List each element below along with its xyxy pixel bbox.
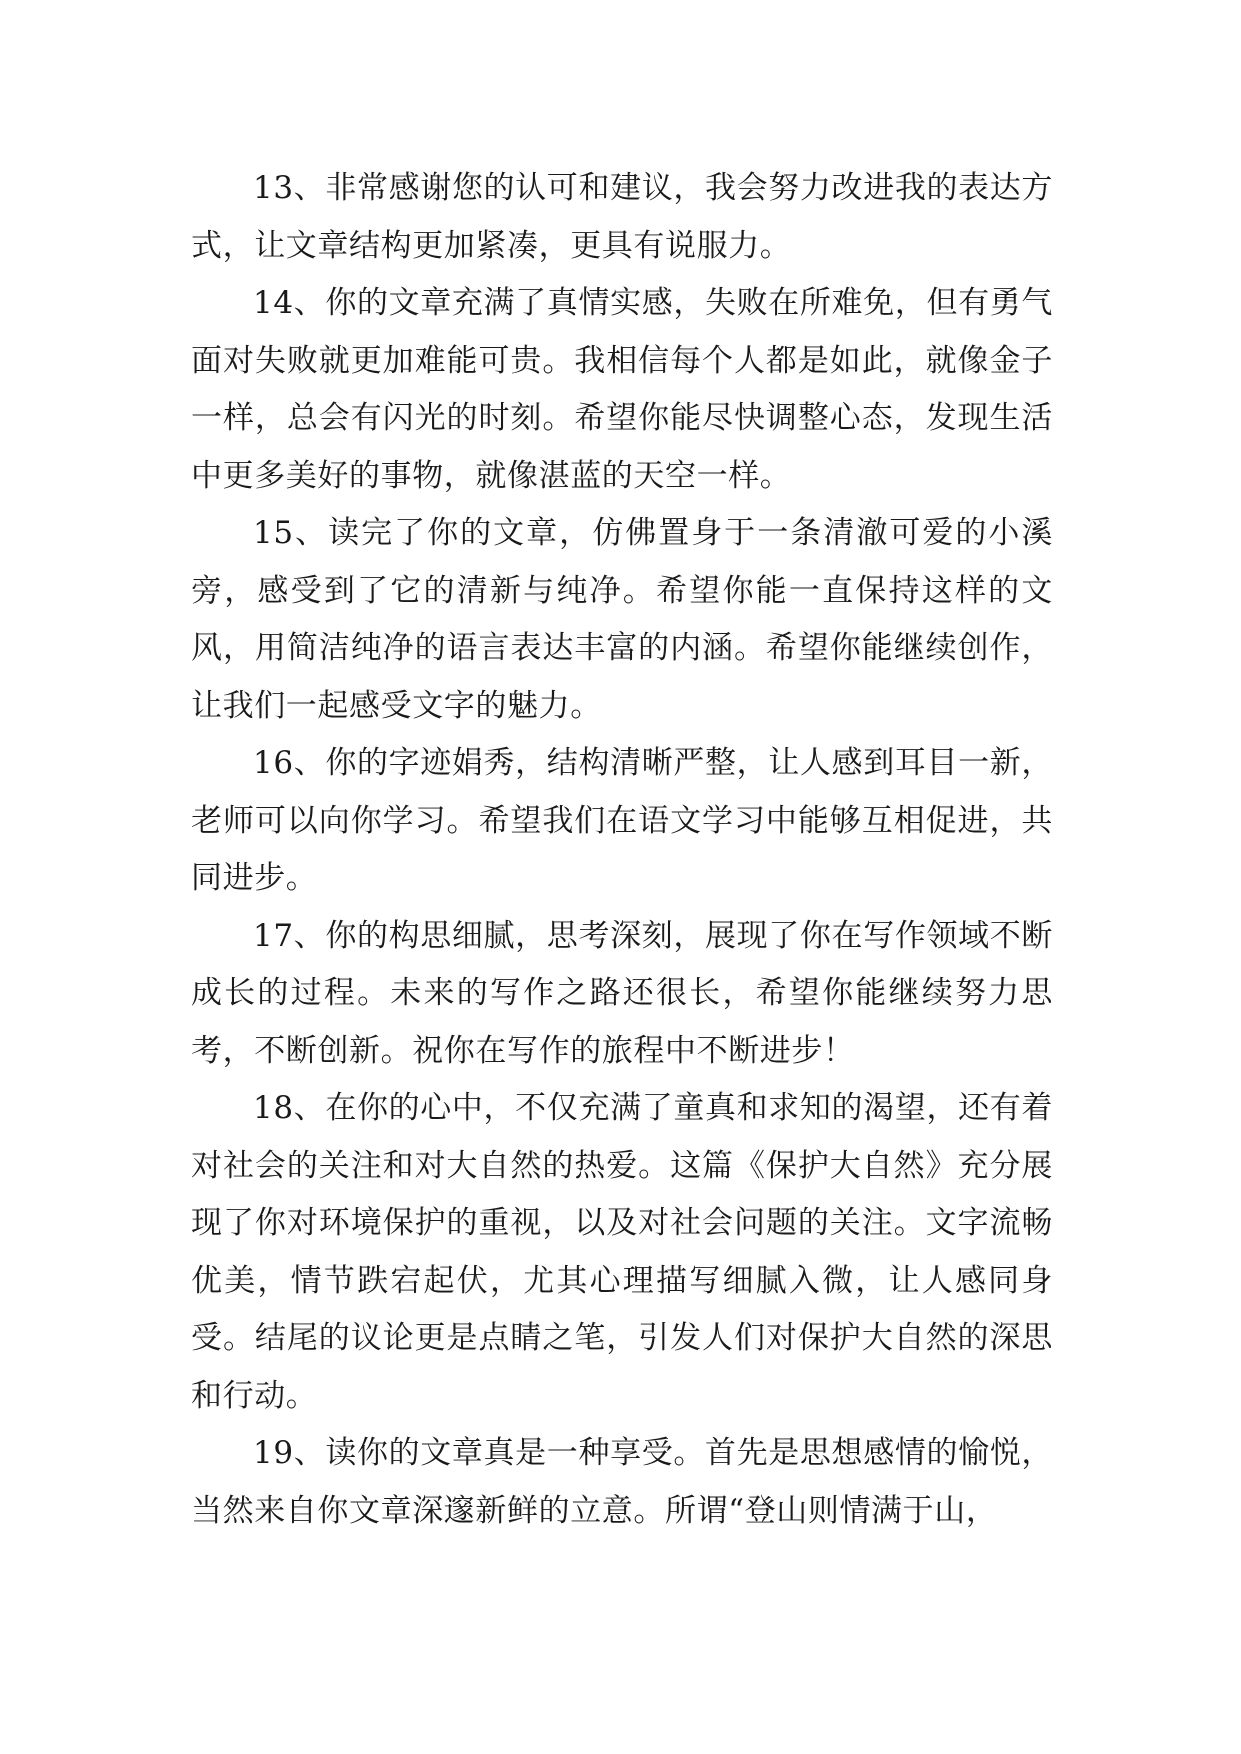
comment-paragraph-19: 19、读你的文章真是一种享受。首先是思想感情的愉悦，当然来自你文章深邃新鲜的立意。所谓“登山则情满于山， xyxy=(191,1435,1053,1529)
comment-paragraph-16: 16、你的字迹娟秀，结构清晰严整，让人感到耳目一新，老师可以向你学习。希望我们在语文学习中能够互相促进，共同进步。 xyxy=(191,745,1053,896)
comment-paragraph-18: 18、在你的心中，不仅充满了童真和求知的渴望，还有着对社会的关注和对大自然的热爱。这篇《保护大自然》充分展现了你对环境保护的重视，以及对社会问题的关注。文字流畅优美，情节跌宕起伏，尤其心理描写细腻入微，让人感同身受。结尾的议论更是点睛之笔，引发人们对保护大自然的深思和行动。 xyxy=(191,1090,1053,1414)
comment-paragraph-13: 13、非常感谢您的认可和建议，我会努力改进我的表达方式，让文章结构更加紧凑，更具有说服力。 xyxy=(191,170,1053,264)
comment-paragraph-15: 15、读完了你的文章，仿佛置身于一条清澈可爱的小溪旁，感受到了它的清新与纯净。希望你能一直保持这样的文风，用简洁纯净的语言表达丰富的内涵。希望你能继续创作，让我们一起感受文字的魅力。 xyxy=(191,515,1053,724)
document-body xyxy=(191,160,1053,1540)
comment-paragraph-14: 14、你的文章充满了真情实感，失败在所难免，但有勇气面对失败就更加难能可贵。我相信每个人都是如此，就像金子一样，总会有闪光的时刻。希望你能尽快调整心态，发现生活中更多美好的事物，就像湛蓝的天空一样。 xyxy=(191,285,1053,494)
comment-paragraph-17: 17、你的构思细腻，思考深刻，展现了你在写作领域不断成长的过程。未来的写作之路还很长，希望你能继续努力思考，不断创新。祝你在写作的旅程中不断进步！ xyxy=(191,917,1053,1069)
